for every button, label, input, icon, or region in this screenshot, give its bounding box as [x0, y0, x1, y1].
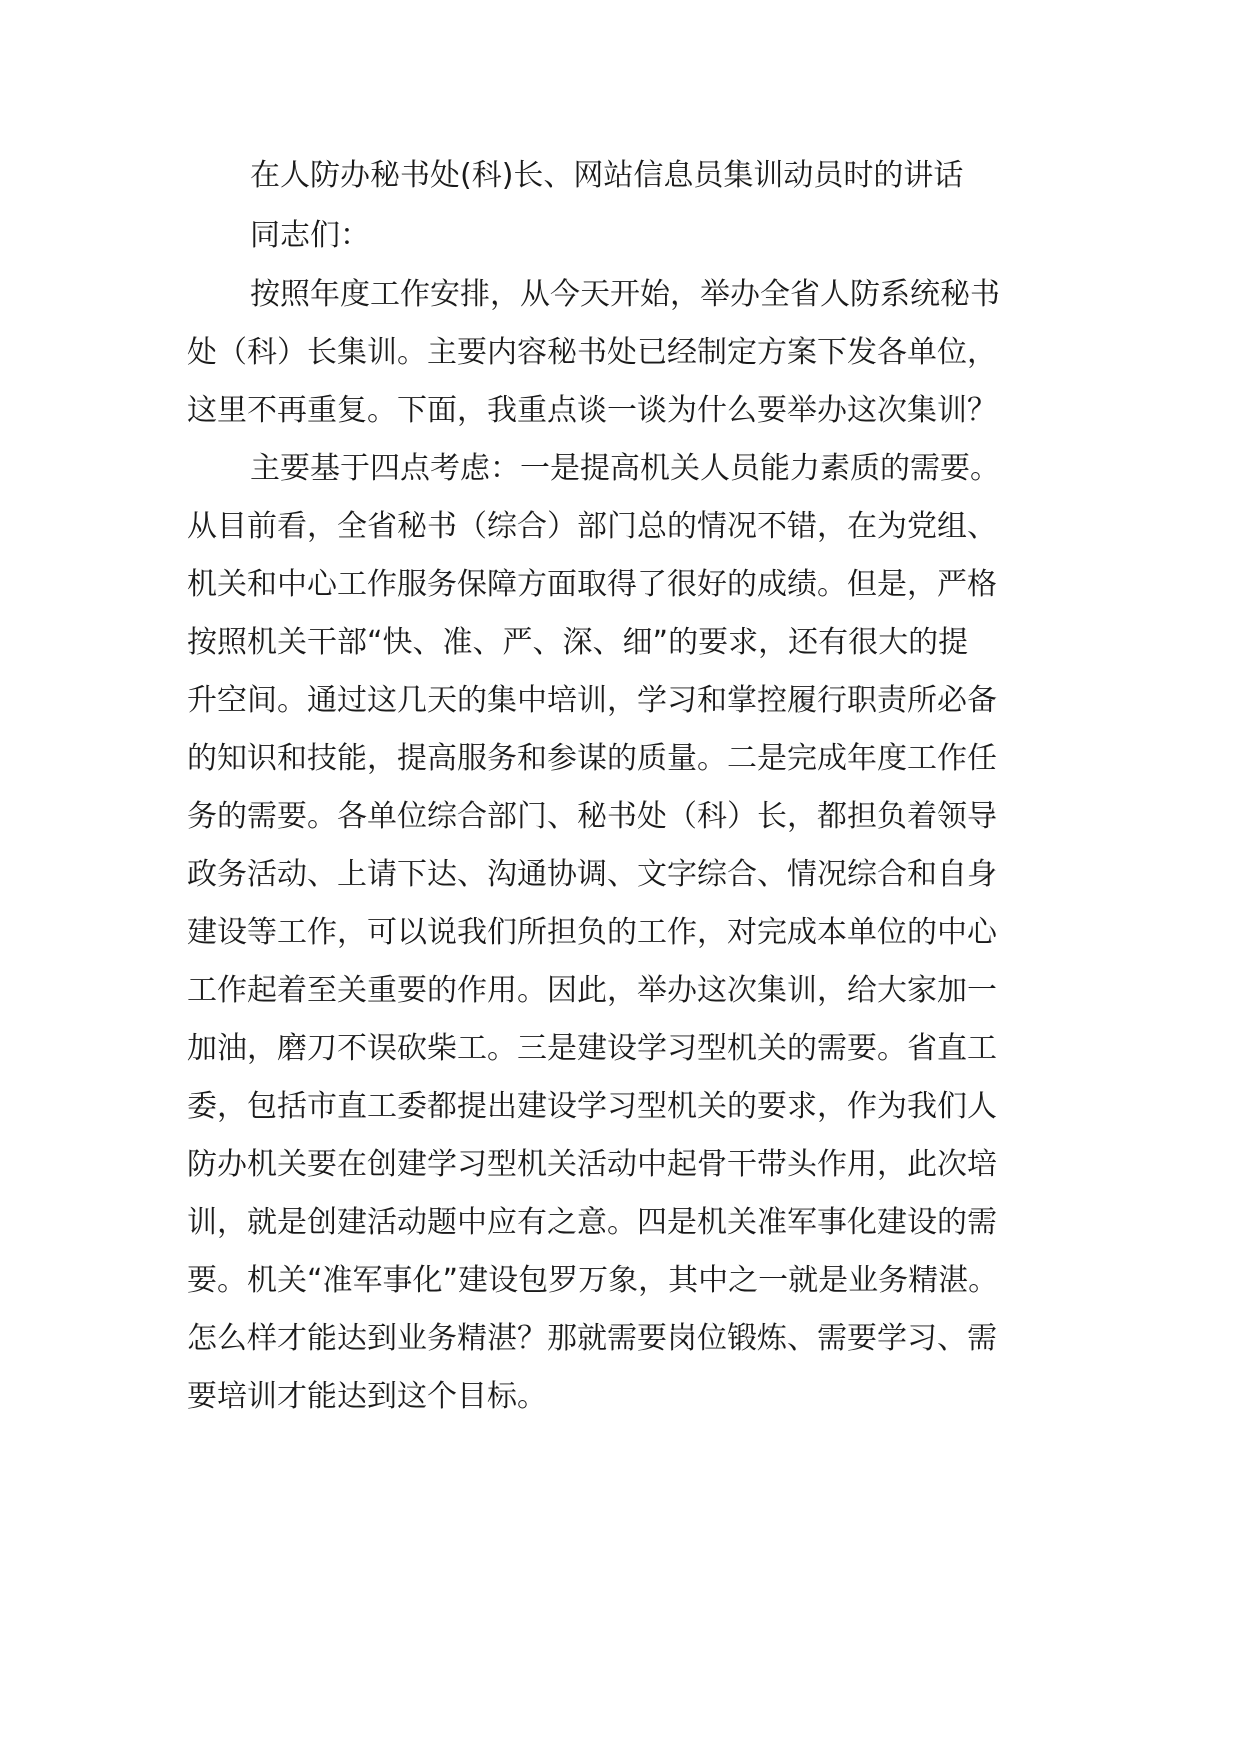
salutation: 同志们： [250, 218, 370, 253]
paragraph2-line: 政务活动、上请下达、沟通协调、文字综合、情况综合和自身 [187, 857, 997, 892]
paragraph2-line: 务的需要。各单位综合部门、秘书处（科）长，都担负着领导 [187, 799, 997, 834]
paragraph2-line: 要。机关“准军事化”建设包罗万象，其中之一就是业务精湛。 [187, 1263, 999, 1298]
paragraph2-line: 防办机关要在创建学习型机关活动中起骨干带头作用，此次培 [187, 1147, 997, 1182]
paragraph2-line: 委，包括市直工委都提出建设学习型机关的要求，作为我们人 [187, 1089, 997, 1124]
paragraph2-line: 工作起着至关重要的作用。因此，举办这次集训，给大家加一 [187, 973, 997, 1008]
paragraph2-line: 训，就是创建活动题中应有之意。四是机关准军事化建设的需 [187, 1205, 997, 1240]
paragraph1-line: 这里不再重复。下面，我重点谈一谈为什么要举办这次集训？ [187, 393, 997, 428]
paragraph2-line: 从目前看，全省秘书（综合）部门总的情况不错，在为党组、 [187, 509, 997, 544]
paragraph2-line: 的知识和技能，提高服务和参谋的质量。二是完成年度工作任 [187, 741, 997, 776]
paragraph1-line: 处（科）长集训。主要内容秘书处已经制定方案下发各单位， [187, 335, 997, 370]
document-title: 在人防办秘书处(科)长、网站信息员集训动员时的讲话 [250, 158, 964, 193]
paragraph1-line: 按照年度工作安排，从今天开始，举办全省人防系统秘书 [250, 277, 1000, 312]
paragraph2-line: 怎么样才能达到业务精湛？那就需要岗位锻炼、需要学习、需 [187, 1321, 997, 1356]
paragraph2-line: 按照机关干部“快、准、严、深、细”的要求，还有很大的提 [187, 625, 969, 660]
paragraph2-line: 机关和中心工作服务保障方面取得了很好的成绩。但是，严格 [187, 567, 997, 602]
paragraph2-line: 要培训才能达到这个目标。 [187, 1379, 547, 1414]
paragraph2-line: 升空间。通过这几天的集中培训，学习和掌控履行职责所必备 [187, 683, 997, 718]
paragraph2-line: 建设等工作，可以说我们所担负的工作，对完成本单位的中心 [187, 915, 997, 950]
paragraph2-line: 主要基于四点考虑：一是提高机关人员能力素质的需要。 [250, 451, 1000, 486]
paragraph2-line: 加油，磨刀不误砍柴工。三是建设学习型机关的需要。省直工 [187, 1031, 997, 1066]
